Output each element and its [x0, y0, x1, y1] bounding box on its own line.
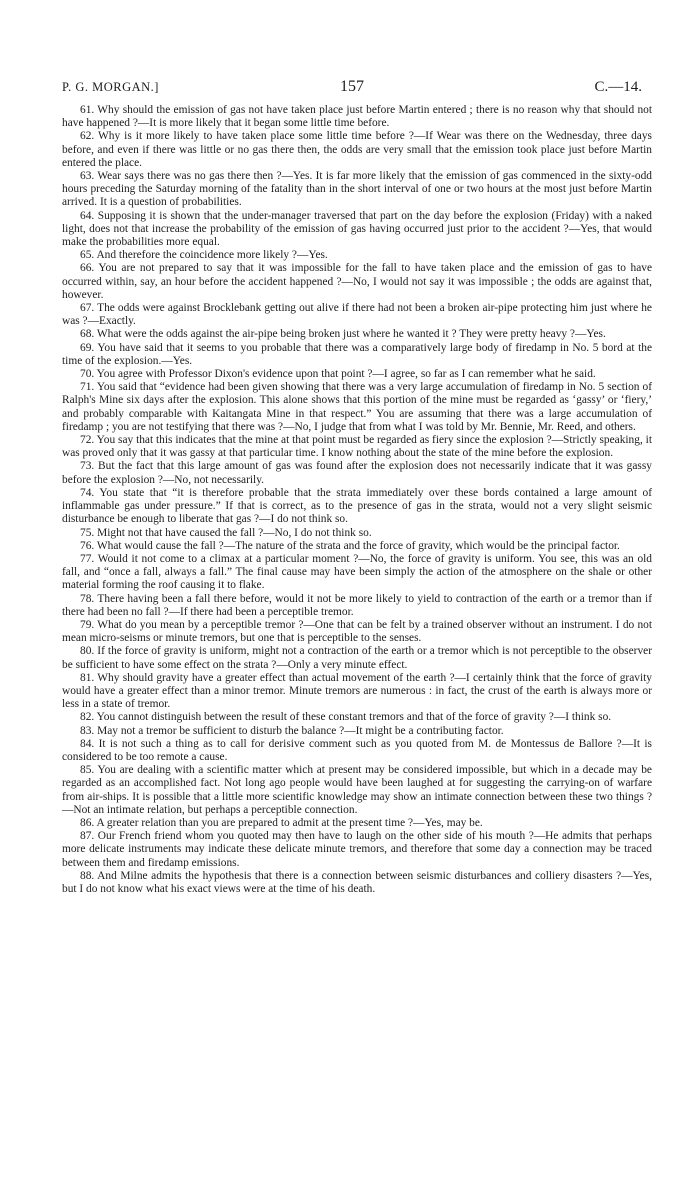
paragraph-85: 85. You are dealing with a scientific matter which at present may be considered impossible, but which in a decade may be regarded as an accomplished fact. Not long ago people would have been laughed at for suggesting the carrying-on of warfare from air-ships. It is possible that a little more scientific knowledge may show an intimate connection between these two things ?—Not an intimate relation, but perhaps a perceptible connection. — [62, 764, 652, 816]
page-header — [62, 76, 642, 98]
paragraph-87: 87. Our French friend whom you quoted may then have to laugh on the other side of his mouth ?—He admits that perhaps more delicate instruments may indicate these delicate minute tremors, and therefore that some day a connection may be traced between them and firedamp emissions. — [62, 830, 652, 869]
header-author: P. G. MORGAN.] — [62, 80, 159, 94]
paragraph-75: 75. Might not that have caused the fall ?—No, I do not think so. — [80, 526, 372, 539]
paragraph-86: 86. A greater relation than you are prepared to admit at the present time ?—Yes, may be. — [80, 816, 483, 829]
paragraph-83: 83. May not a tremor be sufficient to disturb the balance ?—It might be a contributing factor. — [80, 724, 504, 737]
paragraph-66: 66. You are not prepared to say that it was impossible for the fall to have taken place and the emission of gas to have occurred within, say, an hour before the accident happened ?—No, I would not say it was impossible ; the odds are against that, however. — [62, 262, 652, 301]
paragraph-68: 68. What were the odds against the air-pipe being broken just where he wanted it ? They were pretty heavy ?—Yes. — [80, 328, 606, 341]
paragraph-73: 73. But the fact that this large amount of gas was found after the explosion does not necessarily indicate that it was gassy before the explosion ?—No, not necessarily. — [62, 460, 652, 486]
paragraph-76: 76. What would cause the fall ?—The nature of the strata and the force of gravity, which would be the principal factor. — [80, 539, 620, 552]
paragraph-63: 63. Wear says there was no gas there then ?—Yes. It is far more likely that the emission of gas commenced in the sixty-odd hours preceding the Saturday morning of the fatality than in the short interval of one or two hours at the most just before Martin arrived. It is a question of probabilities. — [62, 170, 652, 209]
paragraph-64: 64. Supposing it is shown that the under-manager traversed that part on the day before the explosion (Friday) with a naked light, does not that increase the probability of the emission of gas having occurred just prior to the accident ?—Yes, that would make the probabilities more equal. — [62, 209, 652, 249]
paragraph-72: 72. You say that this indicates that the mine at that point must be regarded as fiery since the explosion ?—Strictly speaking, it was proved only that it was gassy at that particular time. I know nothing about the state of the mine before the explosion. — [62, 434, 652, 460]
paragraph-61: 61. Why should the emission of gas not have taken place just before Martin entered ; there is no reason why that should not have happened ?—It is more likely that it began some little time before. — [62, 104, 652, 130]
paragraph-80: 80. If the force of gravity is uniform, might not a contraction of the earth or a tremor which is not perceptible to the observer be sufficient to have some effect on the strata ?—Only a very minute effect. — [62, 645, 652, 671]
paragraph-79: 79. What do you mean by a perceptible tremor ?—One that can be felt by a trained observer without an instrument. I do not mean micro-seisms or minute tremors, but one that is perceptible to the senses. — [62, 618, 652, 645]
page-number: 157 — [340, 78, 364, 95]
document-body — [62, 104, 652, 896]
paragraph-71: 71. You said that “evidence had been given showing that there was a very large accumulation of firedamp in No. 5 section of Ralph's Mine six days after the explosion. This alone shows that this portion of the mine must be regarded as ‘gassy’ or ‘fiery,’ and probably comparable with Kaitangata Mine in that respect.” You are assuming that there was a large accumulation of firedamp ; you are not testifying that there was ?—No, I judge that from what I was told by Mr. Bennie, Mr. Reed, and others. — [62, 381, 652, 433]
paragraph-69: 69. You have said that it seems to you probable that there was a comparatively large body of firedamp in No. 5 bord at the time of the explosion.—Yes. — [62, 341, 652, 367]
paragraph-70: 70. You agree with Professor Dixon's evidence upon that point ?—I agree, so far as I can remember what he said. — [80, 368, 596, 381]
paragraph-88: 88. And Milne admits the hypothesis that there is a connection between seismic disturbances and colliery disasters ?—Yes, but I do not know what his exact views were at the time of his death. — [62, 869, 652, 895]
paragraph-62: 62. Why is it more likely to have taken place some little time before ?—If Wear was there on the Wednesday, three days before, and even if there was little or no gas there then, the odds are very small that the emission took place just before Martin entered the place. — [62, 130, 652, 169]
paragraph-78: 78. There having been a fall there before, would it not be more likely to yield to contraction of the earth or a tremor than if there had been no fall ?—If there had been a perceptible tremor. — [62, 592, 652, 618]
paragraph-77: 77. Would it not come to a climax at a particular moment ?—No, the force of gravity is uniform. You see, this was an old fall, and “once a fall, always a fall.” The final cause may have been simply the action of the atmosphere on the shale or other material forming the roof causing it to flake. — [62, 552, 652, 592]
paragraph-74: 74. You state that “it is therefore probable that the strata immediately over these bords contained a large amount of inflammable gas under pressure.” If that is correct, as to the presence of gas in the strata, would not a very slight seismic disturbance be enough to liberate that gas ?—I do not think so. — [62, 486, 652, 526]
paragraph-84: 84. It is not such a thing as to call for derisive comment such as you quoted from M. de Montessus de Ballore ?—It is considered to be too remote a cause. — [62, 737, 652, 763]
paragraph-82: 82. You cannot distinguish between the result of these constant tremors and that of the force of gravity ?—I think so. — [80, 711, 612, 724]
paragraph-81: 81. Why should gravity have a greater effect than actual movement of the earth ?—I certainly think that the force of gravity would have a greater effect than a minor tremor. Minute tremors are numerous : in fact, the crust of the earth is always more or less in a state of tremor. — [62, 671, 652, 711]
paragraph-67: 67. The odds were against Brocklebank getting out alive if there had not been a broken air-pipe protecting him just where he was ?—Exactly. — [62, 302, 652, 328]
paragraph-65: 65. And therefore the coincidence more likely ?—Yes. — [80, 249, 328, 262]
document-reference: C.—14. — [594, 79, 642, 95]
